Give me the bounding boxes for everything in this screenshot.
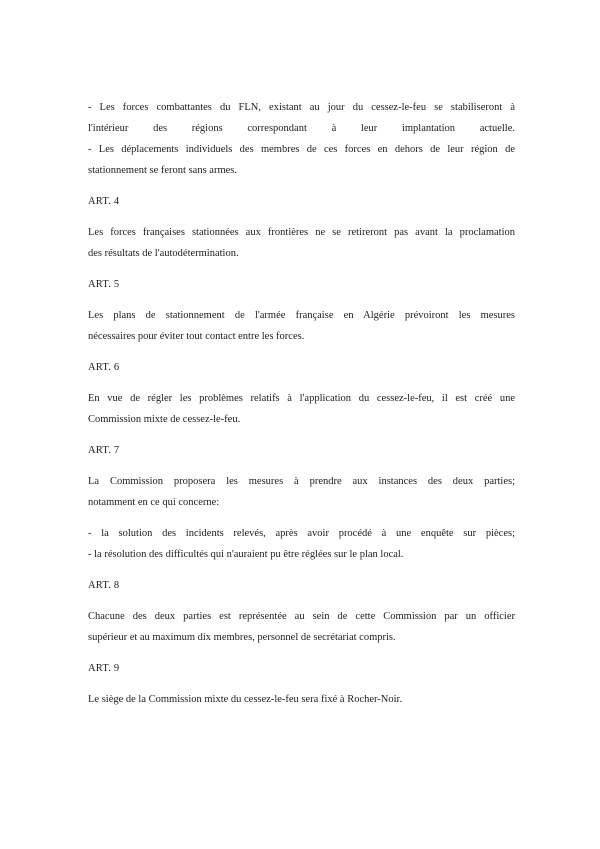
text-line: stationnement se feront sans armes. bbox=[88, 165, 237, 176]
text-line: La Commission proposera les mesures à prendre aux instances des deux parties; bbox=[88, 476, 515, 487]
paragraph bbox=[88, 388, 515, 430]
paragraph bbox=[88, 689, 515, 710]
text-line: l'intérieur des régions correspondant à leur implantation actuelle. bbox=[88, 123, 515, 134]
article-heading-label: ART. 5 bbox=[88, 279, 120, 290]
text-line: Chacune des deux parties est représentée au sein de cette Commission par un officier bbox=[88, 611, 515, 622]
article-heading-label: ART. 4 bbox=[88, 196, 120, 207]
paragraph bbox=[88, 471, 515, 513]
article-heading-label: ART. 8 bbox=[88, 580, 120, 591]
text-line: Le siège de la Commission mixte du cessez-le-feu sera fixé à Rocher-Noir. bbox=[88, 694, 403, 705]
article-heading bbox=[88, 191, 515, 212]
article-heading bbox=[88, 658, 515, 679]
paragraph bbox=[88, 222, 515, 264]
paragraph bbox=[88, 97, 515, 181]
text-line: supérieur et au maximum dix membres, personnel de secrétariat compris. bbox=[88, 632, 396, 643]
text-line: - Les déplacements individuels des membres de ces forces en dehors de leur région de bbox=[88, 144, 515, 155]
article-heading-label: ART. 9 bbox=[88, 663, 120, 674]
text-line: notamment en ce qui concerne: bbox=[88, 497, 220, 508]
text-line: - la résolution des difficultés qui n'auraient pu être réglées sur le plan local. bbox=[88, 549, 404, 560]
article-heading-label: ART. 6 bbox=[88, 362, 120, 373]
article-heading-label: ART. 7 bbox=[88, 445, 120, 456]
article-heading bbox=[88, 357, 515, 378]
article-heading bbox=[88, 274, 515, 295]
text-line: Commission mixte de cessez-le-feu. bbox=[88, 414, 241, 425]
article-heading bbox=[88, 440, 515, 461]
document-text-block bbox=[88, 97, 515, 720]
text-line: des résultats de l'autodétermination. bbox=[88, 248, 239, 259]
article-heading bbox=[88, 575, 515, 596]
paragraph bbox=[88, 606, 515, 648]
text-line: En vue de régler les problèmes relatifs à l'application du cessez-le-feu, il est créé une bbox=[88, 393, 515, 404]
text-line: Les plans de stationnement de l'armée française en Algérie prévoiront les mesures bbox=[88, 310, 515, 321]
text-line: - la solution des incidents relevés, après avoir procédé à une enquête sur pièces; bbox=[88, 528, 515, 539]
text-line: - Les forces combattantes du FLN, existant au jour du cessez-le-feu se stabiliseront à bbox=[88, 102, 515, 113]
text-line: Les forces françaises stationnées aux frontières ne se retireront pas avant la proclamation bbox=[88, 227, 515, 238]
paragraph bbox=[88, 305, 515, 347]
text-line: nécessaires pour éviter tout contact entre les forces. bbox=[88, 331, 305, 342]
paragraph bbox=[88, 523, 515, 565]
